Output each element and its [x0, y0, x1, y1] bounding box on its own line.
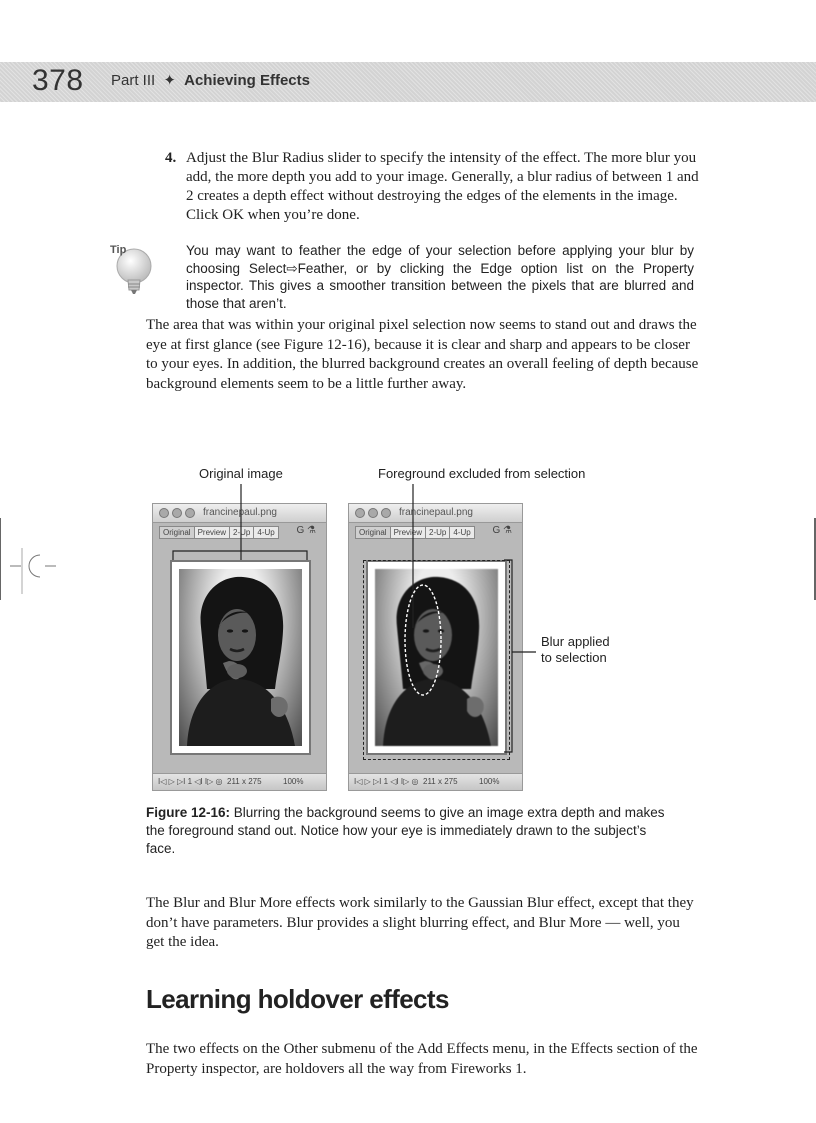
tip-label: Tip — [110, 244, 127, 256]
zoom-level[interactable]: 100% — [283, 777, 304, 786]
window-title: francinepaul.png — [399, 507, 473, 518]
body-paragraph: The Blur and Blur More effects work similarly to the Gaussian Blur effect, except that they don’t have parameters. Blur provides a slight blurring effect, and Blur More — well, you get the idea. — [146, 895, 694, 950]
tab-preview[interactable]: Preview — [194, 526, 230, 539]
figure-label: Figure 12-16: — [146, 805, 231, 820]
window-title: francinepaul.png — [203, 507, 277, 518]
tab-original[interactable]: Original — [355, 526, 391, 539]
page-number: 378 — [32, 64, 84, 97]
tab-original[interactable]: Original — [159, 526, 195, 539]
image-dimensions: 211 x 275 — [423, 777, 458, 786]
playback-controls[interactable]: I◁ ▷ ▷I 1 ◁I I▷ ◎ — [354, 777, 419, 786]
callout-blur-line1: Blur applied — [541, 634, 610, 649]
tab-4-up[interactable]: 4-Up — [449, 526, 474, 539]
tab-2-up[interactable]: 2-Up — [229, 526, 254, 539]
quick-export-icon[interactable]: ⚗ — [307, 525, 316, 536]
gamma-icon[interactable]: G — [296, 525, 305, 536]
tip-text: You may want to feather the edge of your selection before applying your blur by choosing Select⇨Feather, or by clicking the Edge option list on the Property inspector. This gives a smoother transition between the pixels that are blurred and those that aren’t. — [186, 243, 694, 311]
caption-text: Blurring the background seems to give an image extra depth and makes the foreground stand out. Notice how your eye is immediately drawn to the subject’s face. — [146, 805, 665, 856]
callout-original-image: Original image — [199, 466, 283, 481]
step-text: Adjust the Blur Radius slider to specify the intensity of the effect. The more blur you add, the more depth you add to your image. Generally, a blur radius of between 1 and 2 creates a depth effect without destroying the edges of the elements in the image. Click OK when you’re done. — [186, 150, 699, 223]
separator-icon: ✦ — [163, 72, 176, 89]
image-dimensions: 211 x 275 — [227, 777, 262, 786]
section-heading: Learning holdover effects — [146, 984, 449, 1014]
step-number: 4. — [165, 150, 177, 166]
figure-caption — [146, 804, 666, 858]
callout-blur-line2: to selection — [541, 650, 607, 665]
callout-foreground-excluded: Foreground excluded from selection — [378, 466, 586, 481]
playback-controls[interactable]: I◁ ▷ ▷I 1 ◁I I▷ ◎ — [158, 777, 223, 786]
zoom-level[interactable]: 100% — [479, 777, 500, 786]
tab-2-up[interactable]: 2-Up — [425, 526, 450, 539]
part-label: Part III — [111, 72, 156, 89]
quick-export-icon[interactable]: ⚗ — [503, 525, 512, 536]
tab-4-up[interactable]: 4-Up — [253, 526, 278, 539]
body-paragraph: The two effects on the Other submenu of the Add Effects menu, in the Effects section of the Property inspector, are holdovers all the way from Fireworks 1. — [146, 1041, 698, 1077]
body-paragraph: The area that was within your original pixel selection now seems to stand out and draws the eye at first glance (see Figure 12-16), because it is clear and sharp and appears to be closer to your eyes. In addition, the blurred background creates an overall feeling of depth because background elements seem to be a little further away. — [146, 317, 699, 392]
chapter-title: Achieving Effects — [184, 72, 310, 89]
gamma-icon[interactable]: G — [492, 525, 501, 536]
tab-preview[interactable]: Preview — [390, 526, 426, 539]
